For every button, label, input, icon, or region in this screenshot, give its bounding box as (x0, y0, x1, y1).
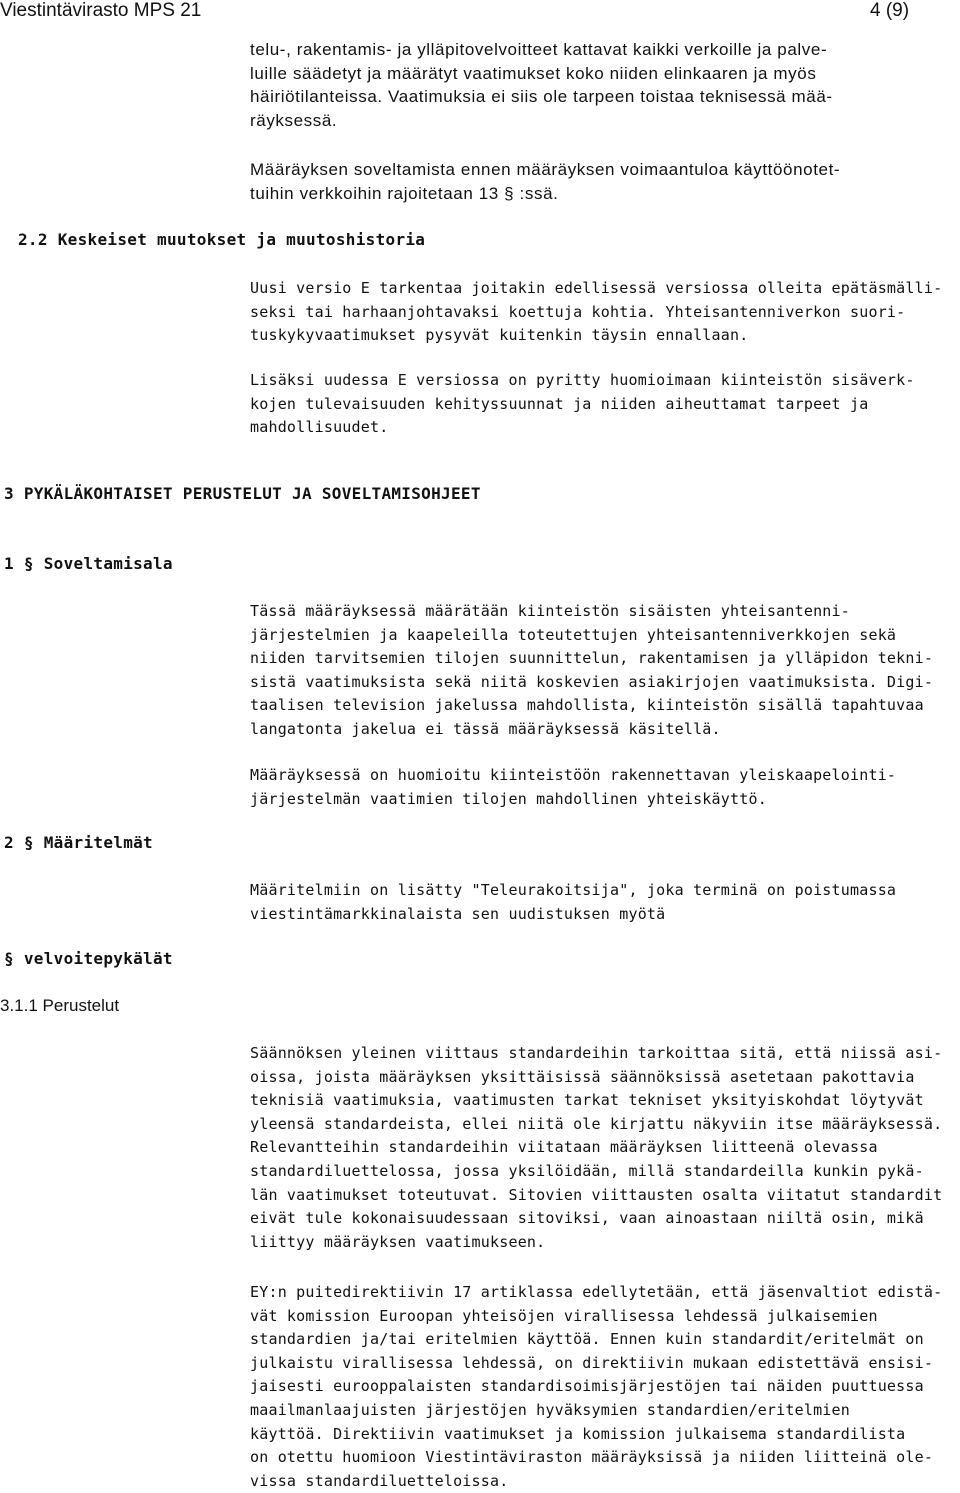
paragraph-obligations (250, 38, 950, 132)
paragraph-standards-reference (250, 1042, 950, 1254)
text-line: jaisesti eurooppalaisten standardisoimisjärjestöjen tai näiden puuttuessa (250, 1377, 924, 1396)
text-line: mahdollisuudet. (250, 418, 389, 437)
text-line: seksi tai harhaanjohtavaksi koettuja kohtia. Yhteisantenniverkon suori- (250, 302, 906, 321)
text-line: on otettu huomioon Viestintäviraston määräyksissä ja niiden liitteinä ole- (250, 1448, 934, 1467)
text-line: viestintämarkkinalaista sen uudistuksen myötä (250, 904, 666, 923)
text-line: Säännöksen yleinen viittaus standardeihin tarkoittaa sitä, että niissä asi- (250, 1044, 943, 1062)
text-line: oissa, joista määräyksen yksittäisissä säännöksissä asetetaan pakottavia (250, 1067, 915, 1086)
paragraph-shared-use (250, 764, 950, 811)
text-line: häiriötilanteissa. Vaatimuksia ei siis ole tarpeen toistaa teknisessä mää- (250, 87, 833, 107)
text-line: järjestelmien ja kaapeleilla toteutettujen yhteisantenniverkkojen sekä (250, 625, 897, 644)
header-doc-title: Viestintävirasto MPS 21 (0, 0, 202, 21)
heading-section-2: 2 § Määritelmät (4, 833, 153, 852)
text-line: räyksessä. (250, 110, 338, 130)
text-line: Määräyksessä on huomioitu kiinteistöön rakennettavan yleiskaapelointi- (250, 766, 897, 784)
text-line: telu-, rakentamis- ja ylläpitovelvoitteet kattavat kaikki verkoille ja palve- (250, 40, 828, 59)
text-line: luille säädetyt ja määrätyt vaatimukset koko niiden elinkaaren ja myös (250, 63, 817, 83)
text-line: sistä vaatimuksista sekä niitä koskevien asiakirjojen vaatimuksista. Digi- (250, 672, 934, 691)
text-line: Lisäksi uudessa E versiossa on pyritty huomioimaan kiinteistön sisäverk- (250, 371, 915, 389)
text-line: vissa standardiluetteloissa. (250, 1471, 509, 1490)
heading-3: 3 PYKÄLÄKOHTAISET PERUSTELUT JA SOVELTAMISOHJEET (4, 484, 481, 503)
paragraph-framework-directive (250, 1281, 950, 1493)
text-line: vät komission Euroopan yhteisöjen virallisessa lehdessä julkaisemien (250, 1306, 878, 1325)
text-line: standardiluettelossa, jossa yksilöidään, millä standardeilla kunkin pykä- (250, 1161, 924, 1180)
heading-3-1-1: 3.1.1 Perustelut (0, 996, 120, 1015)
text-line: EY:n puitedirektiivin 17 artiklassa edellytetään, että jäsenvaltiot edistä- (250, 1283, 943, 1301)
text-line: yleensä standardeista, ellei niitä ole kirjattu näkyviin itse määräyksessä. (250, 1114, 943, 1133)
text-line: liittyy määräyksen vaatimukseen. (250, 1232, 546, 1251)
text-line: tuskykyvaatimukset pysyvät kuitenkin täysin ennallaan. (250, 326, 749, 345)
text-line: Määritelmiin on lisätty "Teleurakoitsija", joka terminä on poistumassa (250, 881, 897, 899)
text-line: Määräyksen soveltamista ennen määräyksen voimaantuloa käyttöönotet- (250, 160, 841, 179)
text-line: kojen tulevaisuuden kehityssuunnat ja niiden aiheuttamat tarpeet ja (250, 394, 869, 413)
heading-2-2: 2.2 Keskeiset muutokset ja muutoshistoria (18, 230, 426, 249)
paragraph-definitions (250, 879, 950, 926)
paragraph-scope (250, 600, 950, 742)
text-line: julkaistu virallisessa lehdessä, on direktiivin mukaan edistettävä ensisi- (250, 1353, 934, 1372)
header-page-number: 4 (9) (870, 0, 910, 21)
text-line: niiden tarvitsemien tilojen suunnittelun, rakentamisen ja ylläpidon tekni- (250, 649, 934, 668)
text-line: tuihin verkkoihin rajoitetaan 13 § :ssä. (250, 183, 559, 203)
text-line: standardien ja/tai eritelmien käyttöä. Ennen kuin standardit/eritelmät on (250, 1330, 924, 1349)
text-line: taalisen television jakelussa mahdollista, kiinteistön sisällä tapahtuvaa (250, 696, 924, 715)
heading-section-1: 1 § Soveltamisala (4, 554, 173, 573)
text-line: langatonta jakelua ei tässä määräyksessä käsitellä. (250, 719, 721, 738)
text-line: käyttöä. Direktiivin vaatimukset ja komission julkaisema standardilista (250, 1424, 906, 1443)
text-line: eivät tule kokonaisuudessaan sitoviksi, vaan ainoastaan niiltä osin, mikä (250, 1209, 924, 1228)
paragraph-future-needs (250, 369, 950, 440)
text-line: Tässä määräyksessä määrätään kiinteistön sisäisten yhteisantenni- (250, 602, 850, 620)
text-line: Relevantteihin standardeihin viitataan määräyksen liitteenä olevassa (250, 1138, 878, 1157)
text-line: teknisiä vaatimuksia, vaatimusten tarkat tekniset yksityiskohdat löytyvät (250, 1091, 924, 1110)
text-line: län vaatimukset toteutuvat. Sitovien viittausten osalta viitatut standardit (250, 1185, 943, 1204)
heading-obligation-sections: § velvoitepykälät (4, 949, 173, 968)
paragraph-version-e (250, 277, 950, 348)
text-line: Uusi versio E tarkentaa joitakin edellisessä versiossa olleita epätäsmälli- (250, 279, 943, 297)
text-line: maailmanlaajuisten järjestöjen hyväksymien standardien/eritelmien (250, 1400, 850, 1419)
text-line: järjestelmän vaatimien tilojen mahdollinen yhteiskäyttö. (250, 789, 767, 808)
paragraph-application-limit (250, 158, 950, 205)
